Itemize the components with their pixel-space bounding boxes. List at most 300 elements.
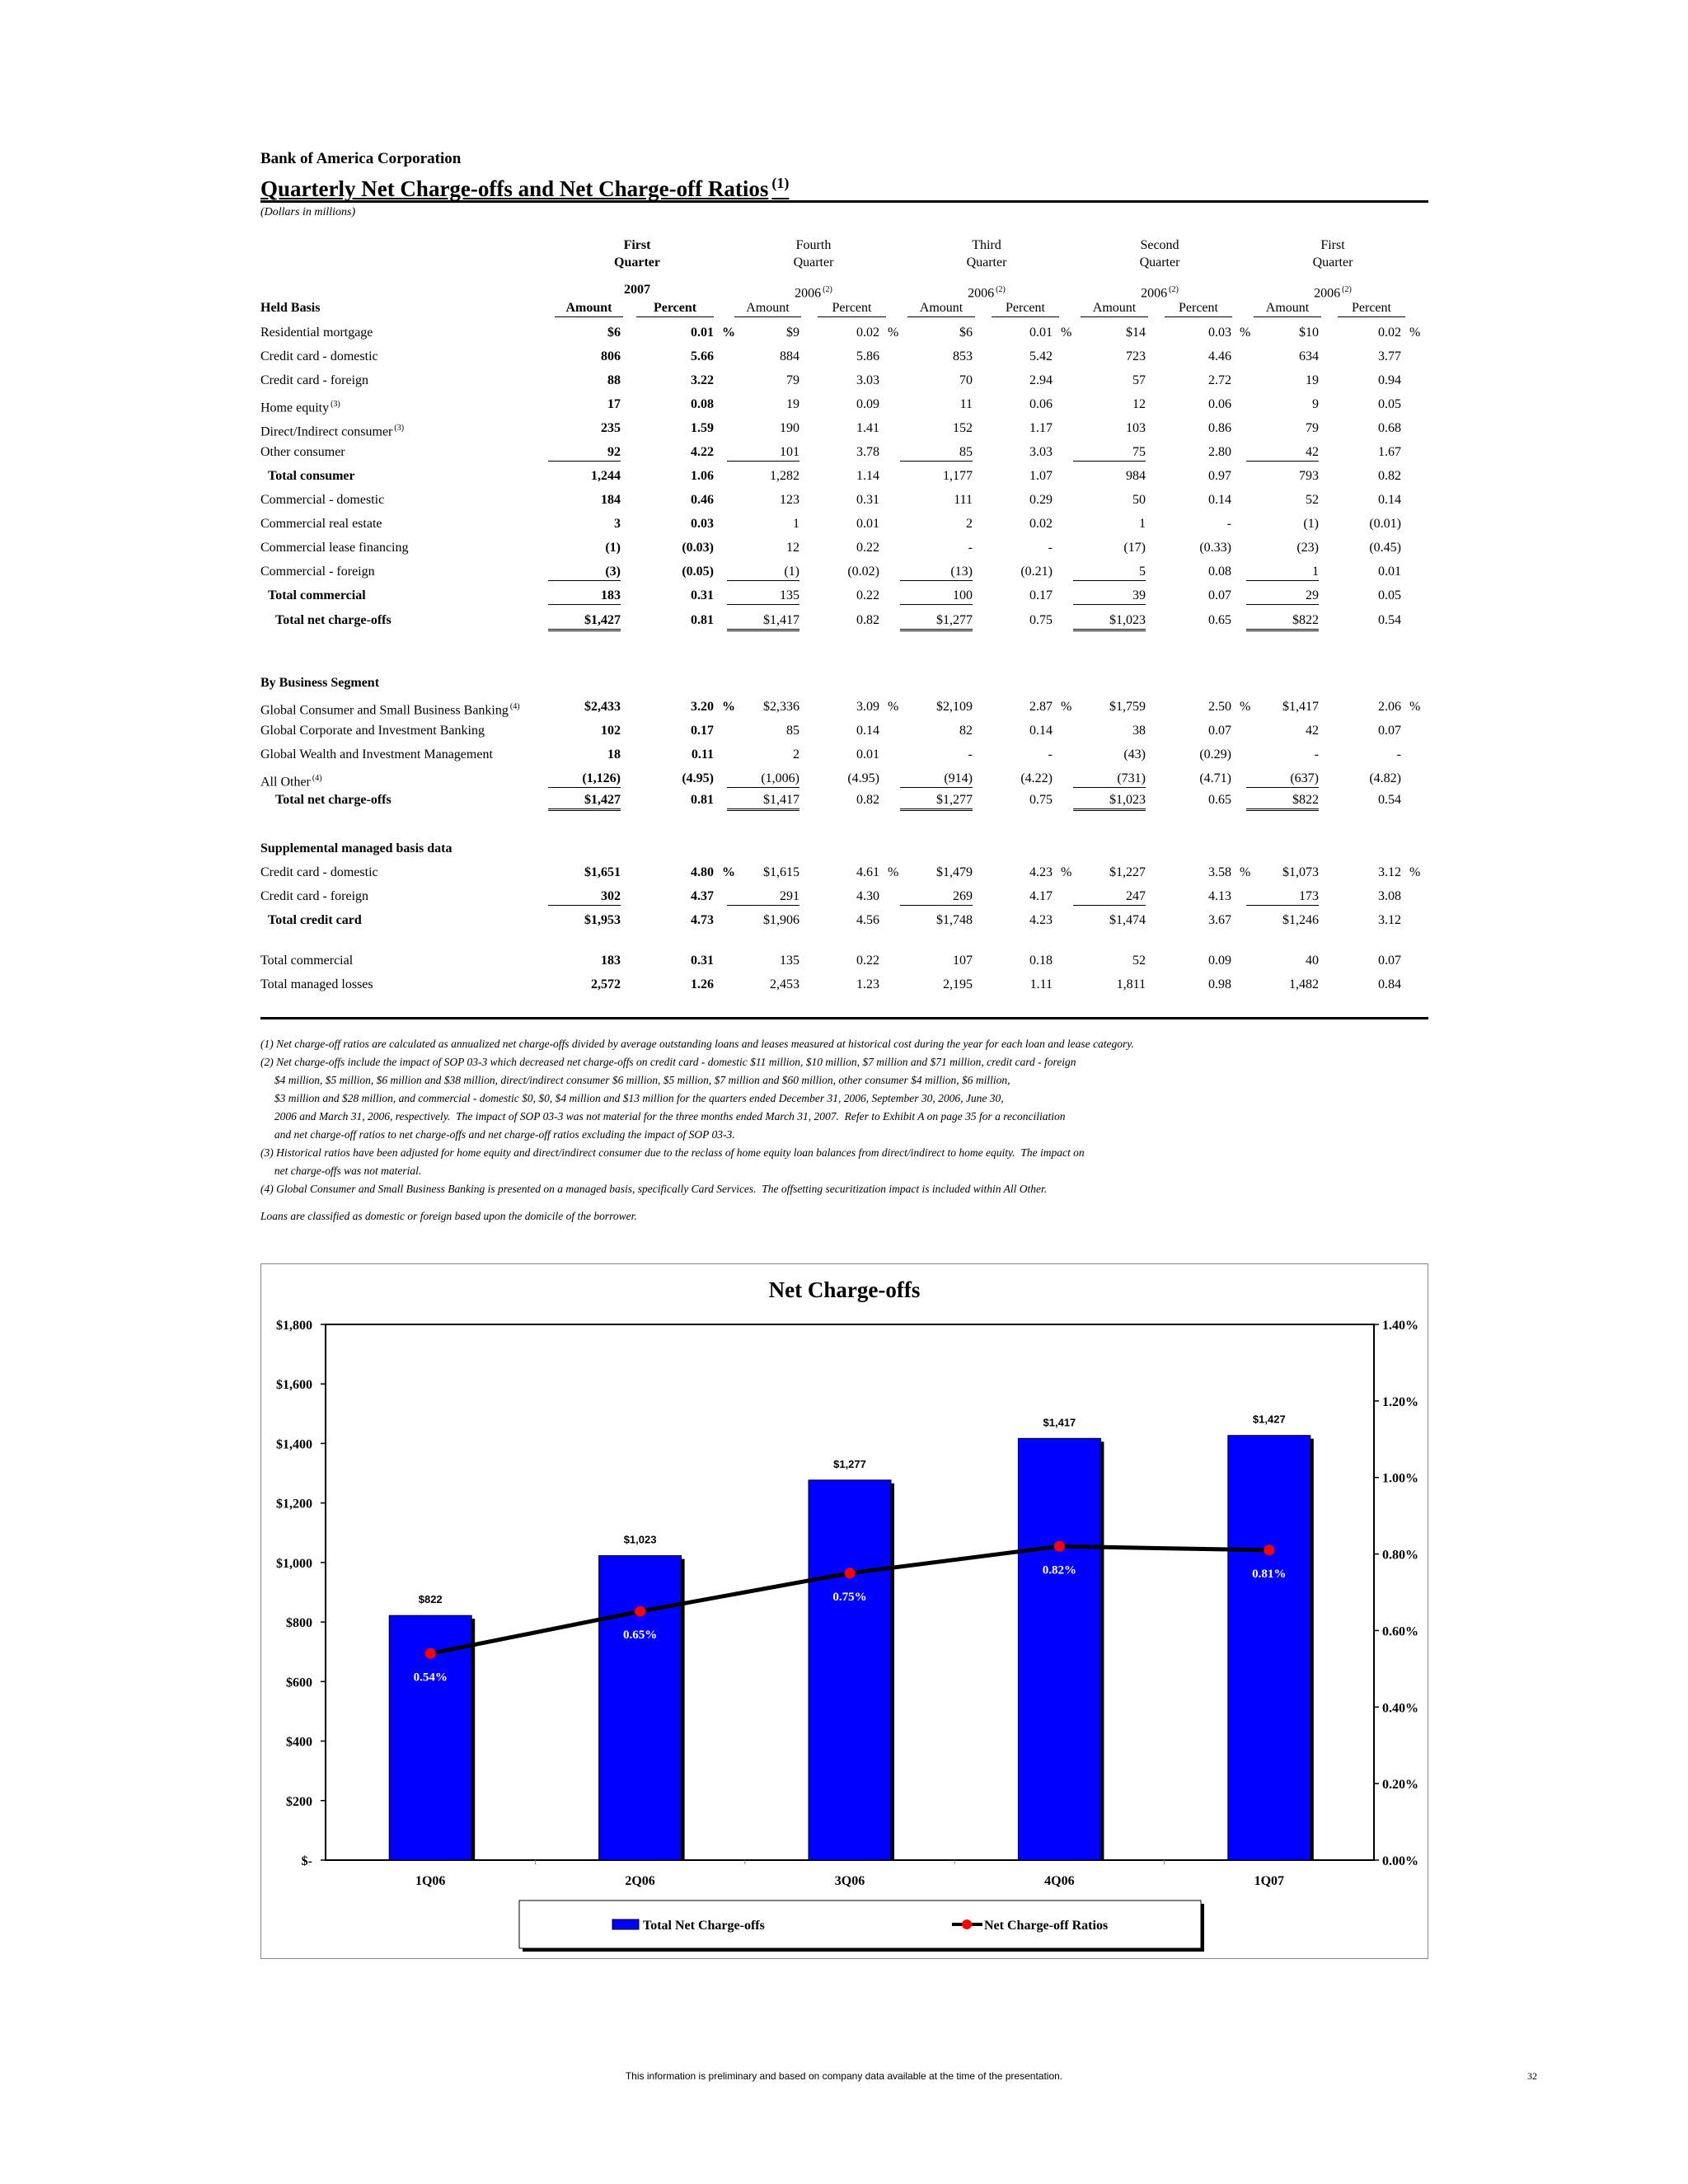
percent-cell: 3.08 xyxy=(1378,889,1401,903)
percent-cell: 0.14 xyxy=(856,724,879,738)
percent-cell: 0.08 xyxy=(1208,565,1231,579)
percent-cell: 3.78 xyxy=(856,445,879,459)
ratio-marker xyxy=(425,1648,435,1658)
percent-sign: % xyxy=(1061,326,1072,340)
page-title xyxy=(260,175,789,202)
net-charge-offs-chart xyxy=(260,1263,1428,1959)
amount-cell: 111 xyxy=(954,493,973,507)
legend-line-marker xyxy=(962,1919,972,1929)
amount-cell: $1,227 xyxy=(1109,865,1146,879)
period-header-line2: Quarter xyxy=(793,255,834,269)
row-label-note: (3) xyxy=(394,424,405,433)
table-bottom-rule xyxy=(260,1017,1428,1019)
amount-cell: (1) xyxy=(605,541,621,555)
percent-cell: 0.14 xyxy=(1029,724,1053,738)
amount-cell: 42 xyxy=(1246,445,1319,462)
amount-cell: 40 xyxy=(1306,954,1319,968)
percent-cell: 0.31 xyxy=(856,493,879,507)
amount-cell: 302 xyxy=(548,889,621,906)
percent-cell: 1.23 xyxy=(856,977,879,991)
row-label xyxy=(260,493,384,508)
period-year xyxy=(748,282,879,302)
amount-cell: $2,433 xyxy=(584,700,621,714)
amount-cell: 9 xyxy=(1312,397,1319,411)
period-year-text: 2006 xyxy=(1141,286,1168,301)
bar xyxy=(599,1556,682,1860)
amount-cell: 3 xyxy=(614,517,621,531)
percent-cell: 3.58 xyxy=(1208,865,1231,879)
amount-cell: 183 xyxy=(548,588,621,605)
percent-cell: 0.17 xyxy=(691,724,714,738)
footnote-line: $4 million, $5 million, $6 million and $38 million, direct/indirect consumer $6 million, $5 million, $7 million and $60 million, other consumer $4 million, $6 million, xyxy=(260,1074,1010,1086)
percent-sign: % xyxy=(1240,326,1251,340)
row-label xyxy=(260,326,373,340)
percent-cell: 4.17 xyxy=(1029,889,1053,903)
percent-cell: 1.11 xyxy=(1029,977,1053,991)
row-label-note: (4) xyxy=(509,702,520,711)
period-header-line1: First xyxy=(623,238,651,252)
row-label xyxy=(260,565,375,579)
amount-cell: $1,906 xyxy=(763,913,799,927)
amount-cell: (1) xyxy=(1303,517,1319,531)
amount-cell: (731) xyxy=(1073,771,1146,788)
percent-cell: 1.17 xyxy=(1029,421,1053,435)
ratio-label: 0.65% xyxy=(622,1629,658,1643)
amount-cell: $822 xyxy=(1246,613,1319,631)
percent-cell: 4.73 xyxy=(691,913,714,927)
amount-cell: 85 xyxy=(900,445,973,462)
percent-sign: % xyxy=(888,700,899,714)
held-basis-heading: Held Basis xyxy=(260,301,321,315)
period-header-line2: Quarter xyxy=(1312,255,1353,269)
percent-cell: 4.46 xyxy=(1208,349,1231,363)
bar-value-label: $822 xyxy=(418,1593,443,1606)
percent-cell: 4.13 xyxy=(1208,889,1231,903)
amount-cell: - xyxy=(968,541,973,555)
page-number: 32 xyxy=(1527,2070,1537,2082)
amount-cell: 152 xyxy=(953,421,973,435)
row-label-text: Total net charge-offs xyxy=(275,793,392,807)
amount-cell: $14 xyxy=(1126,326,1146,340)
row-label-text: Direct/Indirect consumer xyxy=(260,424,393,439)
percent-cell: 3.77 xyxy=(1378,349,1401,363)
amount-cell: $1,427 xyxy=(548,793,621,811)
amount-cell: 1,244 xyxy=(591,469,621,483)
percent-cell: 4.61 xyxy=(856,865,879,879)
left-tick-label: $400 xyxy=(286,1735,312,1750)
percent-cell: 0.97 xyxy=(1208,469,1231,483)
row-label xyxy=(260,700,520,718)
row-label xyxy=(260,373,368,388)
percent-cell: 0.03 xyxy=(691,517,714,531)
amount-cell: 85 xyxy=(786,724,799,738)
amount-cell: 12 xyxy=(786,541,799,555)
percent-sign: % xyxy=(1240,700,1251,714)
amount-cell: $1,023 xyxy=(1073,793,1146,811)
amount-cell: $1,651 xyxy=(584,865,621,879)
amount-cell: $10 xyxy=(1299,326,1319,340)
amount-col-header: Amount xyxy=(734,300,801,317)
amount-cell: $6 xyxy=(959,326,973,340)
period-header-line2: Quarter xyxy=(614,255,660,269)
amount-cell: 57 xyxy=(1132,373,1146,387)
row-label-text: Home equity xyxy=(260,401,330,415)
row-label xyxy=(260,889,368,904)
percent-cell: (4.95) xyxy=(847,771,879,785)
percent-cell: 3.20 xyxy=(691,700,714,714)
footnote-line: (3) Historical ratios have been adjusted for home equity and direct/indirect consumer due to the reclass of home equity loan balances from direct/indirect to home equity. The impact on xyxy=(260,1146,1085,1159)
left-tick-label: $1,200 xyxy=(276,1497,312,1511)
amount-cell: $1,759 xyxy=(1109,700,1146,714)
percent-cell: (4.22) xyxy=(1020,771,1053,785)
amount-cell: $9 xyxy=(786,326,799,340)
percent-cell: 4.37 xyxy=(691,889,714,903)
percent-cell: (0.33) xyxy=(1199,541,1231,555)
row-label xyxy=(260,748,493,762)
percent-sign: % xyxy=(1409,865,1421,879)
amount-cell: $1,417 xyxy=(1282,700,1319,714)
row-label xyxy=(260,445,345,460)
percent-cell: (4.71) xyxy=(1199,771,1231,785)
row-label xyxy=(260,349,378,364)
ratio-marker xyxy=(1054,1541,1064,1551)
percent-cell: 0.09 xyxy=(856,397,879,411)
bar xyxy=(809,1480,891,1860)
amount-cell: $1,474 xyxy=(1109,913,1146,927)
amount-cell: $1,277 xyxy=(900,793,973,811)
amount-cell: 2,572 xyxy=(591,977,621,991)
period-header-line2: Quarter xyxy=(1139,255,1180,269)
row-label-text: Credit card - domestic xyxy=(260,349,378,363)
percent-cell: - xyxy=(1048,748,1053,762)
percent-cell: 2.87 xyxy=(1029,700,1053,714)
percent-cell: 0.08 xyxy=(691,397,714,411)
percent-cell: 0.05 xyxy=(1378,588,1401,602)
amount-cell: 2 xyxy=(793,748,799,762)
percent-cell: 0.82 xyxy=(1378,469,1401,483)
period-year xyxy=(921,282,1053,302)
row-label xyxy=(260,977,373,992)
amount-cell: 247 xyxy=(1073,889,1146,906)
amount-cell: 88 xyxy=(607,373,621,387)
amount-cell: $822 xyxy=(1246,793,1319,811)
amount-cell: $2,109 xyxy=(936,700,973,714)
period-year-text: 2006 xyxy=(1314,286,1341,301)
percent-sign: % xyxy=(1240,865,1251,879)
percent-cell: 0.31 xyxy=(691,588,714,602)
percent-cell: 0.14 xyxy=(1378,493,1401,507)
amount-cell: 2 xyxy=(966,517,973,531)
percent-col-header: Percent xyxy=(992,300,1059,317)
row-label xyxy=(260,771,322,790)
amount-cell: 984 xyxy=(1126,469,1146,483)
percent-cell: 0.14 xyxy=(1208,493,1231,507)
percent-cell: - xyxy=(1226,517,1231,531)
percent-cell: - xyxy=(1396,748,1401,762)
row-label xyxy=(260,397,340,415)
percent-sign: % xyxy=(1409,700,1421,714)
amount-cell: 100 xyxy=(900,588,973,605)
period-header-line1: Second xyxy=(1140,238,1179,252)
amount-cell: 50 xyxy=(1132,493,1146,507)
footnote-line: (1) Net charge-off ratios are calculated as annualized net charge-offs divided by average outstanding loans and leases measured at historical cost during the year for each loan and lease category. xyxy=(260,1038,1134,1050)
percent-cell: 3.09 xyxy=(856,700,879,714)
percent-cell: 0.07 xyxy=(1378,724,1401,738)
percent-cell: 0.31 xyxy=(691,954,714,968)
row-label-text: Commercial real estate xyxy=(260,517,382,531)
business-segment-heading: By Business Segment xyxy=(260,676,380,690)
percent-cell: 0.84 xyxy=(1378,977,1401,991)
amount-cell: (1) xyxy=(727,565,799,581)
amount-cell: (3) xyxy=(548,565,621,581)
amount-cell: $1,417 xyxy=(727,613,799,631)
period-year-text: 2007 xyxy=(624,283,650,297)
percent-cell: 5.86 xyxy=(856,349,879,363)
period-year-note: (2) xyxy=(1342,285,1352,294)
row-label-text: Total commercial xyxy=(268,588,366,602)
percent-cell: (0.29) xyxy=(1199,748,1231,762)
percent-cell: 3.22 xyxy=(691,373,714,387)
amount-cell: 29 xyxy=(1246,588,1319,605)
percent-cell: 0.07 xyxy=(1378,954,1401,968)
percent-cell: (4.95) xyxy=(682,771,714,785)
chart-svg xyxy=(261,1264,1428,1958)
ratio-label: 0.82% xyxy=(1042,1563,1077,1577)
percent-cell: 0.46 xyxy=(691,493,714,507)
row-label-text: Total managed losses xyxy=(260,977,373,991)
left-tick-label: $- xyxy=(301,1854,312,1868)
percent-cell: 0.07 xyxy=(1208,588,1231,602)
amount-cell: 52 xyxy=(1306,493,1319,507)
percent-cell: 0.81 xyxy=(691,613,714,627)
percent-cell: 0.01 xyxy=(856,517,879,531)
period-year-note: (2) xyxy=(1169,285,1179,294)
percent-sign: % xyxy=(888,865,899,879)
title-note: (1) xyxy=(771,175,790,191)
amount-cell: 103 xyxy=(1126,421,1146,435)
percent-cell: 0.18 xyxy=(1029,954,1053,968)
percent-cell: 0.22 xyxy=(856,541,879,555)
percent-cell: 1.41 xyxy=(856,421,879,435)
percent-cell: 3.03 xyxy=(856,373,879,387)
amount-cell: 190 xyxy=(780,421,799,435)
left-tick-label: $1,400 xyxy=(276,1437,312,1452)
row-label-text: Total consumer xyxy=(268,469,355,483)
row-label xyxy=(260,421,404,439)
percent-col-header: Percent xyxy=(1338,300,1405,317)
ratio-label: 0.81% xyxy=(1252,1567,1287,1581)
period-year-text: 2006 xyxy=(968,286,995,301)
left-tick-label: $600 xyxy=(286,1675,312,1690)
amount-cell: $1,073 xyxy=(1282,865,1319,879)
amount-cell: (914) xyxy=(900,771,973,788)
row-label xyxy=(260,954,353,968)
ratio-label: 0.75% xyxy=(832,1590,867,1604)
ratio-label: 0.54% xyxy=(413,1671,448,1685)
x-tick-label: 1Q07 xyxy=(1254,1874,1285,1888)
row-label xyxy=(260,724,485,738)
left-tick-label: $800 xyxy=(286,1616,312,1631)
amount-cell: 135 xyxy=(780,954,799,968)
row-label xyxy=(268,588,366,603)
percent-sign: % xyxy=(722,865,735,879)
amount-cell: 82 xyxy=(959,724,973,738)
percent-cell: 3.67 xyxy=(1208,913,1231,927)
row-label-text: Global Wealth and Investment Management xyxy=(260,748,493,762)
legend-bar-label: Total Net Charge-offs xyxy=(643,1919,765,1933)
row-label-text: Credit card - foreign xyxy=(260,373,369,387)
row-label-text: Commercial - domestic xyxy=(260,493,385,507)
amount-cell: (43) xyxy=(1123,748,1146,762)
percent-cell: 0.22 xyxy=(856,588,879,602)
amount-cell: 634 xyxy=(1299,349,1319,363)
row-label-text: Credit card - domestic xyxy=(260,865,378,879)
amount-cell: (1,006) xyxy=(727,771,799,788)
percent-cell: (0.05) xyxy=(682,565,714,579)
percent-cell: 0.02 xyxy=(1029,517,1053,531)
percent-cell: 4.22 xyxy=(691,445,714,459)
period-year-note: (2) xyxy=(823,285,832,294)
percent-cell: 0.98 xyxy=(1208,977,1231,991)
percent-col-header: Percent xyxy=(818,300,886,317)
period-year xyxy=(1267,282,1399,302)
amount-cell: 184 xyxy=(601,493,621,507)
row-label xyxy=(260,865,378,880)
row-label xyxy=(275,613,392,628)
percent-cell: 0.02 xyxy=(1378,326,1401,340)
percent-cell: 0.82 xyxy=(856,793,879,807)
ratio-marker xyxy=(1264,1545,1274,1555)
percent-cell: 0.06 xyxy=(1029,397,1053,411)
right-tick-label: 0.20% xyxy=(1382,1778,1418,1793)
amount-cell: 183 xyxy=(601,954,621,968)
amount-cell: $1,427 xyxy=(548,613,621,631)
percent-sign: % xyxy=(1409,326,1421,340)
row-label-text: Global Consumer and Small Business Banking xyxy=(260,703,509,718)
percent-cell: 0.01 xyxy=(691,326,714,340)
left-tick-label: $1,800 xyxy=(276,1319,312,1333)
percent-cell: 0.29 xyxy=(1029,493,1053,507)
percent-cell: 2.06 xyxy=(1378,700,1401,714)
legend-line-label: Net Charge-off Ratios xyxy=(984,1919,1109,1933)
percent-cell: 1.06 xyxy=(691,469,714,483)
amount-cell: $1,953 xyxy=(584,913,621,927)
row-label-text: Commercial lease financing xyxy=(260,541,409,555)
amount-cell: $1,615 xyxy=(763,865,799,879)
percent-cell: 1.59 xyxy=(691,421,714,435)
row-label-text: Global Corporate and Investment Banking xyxy=(260,724,485,738)
amount-cell: 235 xyxy=(601,421,621,435)
amount-cell: 2,453 xyxy=(770,977,799,991)
row-label-note: (3) xyxy=(331,400,340,409)
amount-cell: 107 xyxy=(953,954,973,968)
percent-cell: 0.06 xyxy=(1208,397,1231,411)
bar-value-label: $1,427 xyxy=(1252,1413,1286,1426)
amount-cell: 1 xyxy=(1139,517,1146,531)
title-text: Quarterly Net Charge-offs and Net Charge-off Ratios xyxy=(260,176,769,201)
row-label-text: Credit card - foreign xyxy=(260,889,369,903)
period-header-line1: Third xyxy=(972,238,1001,252)
percent-cell: 1.26 xyxy=(691,977,714,991)
percent-cell: - xyxy=(1048,541,1053,555)
percent-sign: % xyxy=(888,326,899,340)
amount-cell: 38 xyxy=(1132,724,1146,738)
percent-cell: 2.94 xyxy=(1029,373,1053,387)
amount-cell: 39 xyxy=(1073,588,1146,605)
amount-cell: 12 xyxy=(1132,397,1146,411)
amount-col-header: Amount xyxy=(907,300,975,317)
amount-cell: 1 xyxy=(1246,565,1319,581)
row-label xyxy=(268,913,362,928)
title-rule xyxy=(260,200,1428,203)
percent-col-header: Percent xyxy=(636,300,714,317)
amount-cell: 123 xyxy=(780,493,799,507)
percent-cell: 0.82 xyxy=(856,613,879,627)
row-label-note: (4) xyxy=(312,774,322,783)
amount-cell: $1,023 xyxy=(1073,613,1146,631)
left-tick-label: $200 xyxy=(286,1794,312,1809)
percent-cell: 1.67 xyxy=(1378,445,1401,459)
amount-cell: (13) xyxy=(900,565,973,581)
amount-cell: 70 xyxy=(959,373,973,387)
amount-cell: 101 xyxy=(727,445,799,462)
percent-cell: 0.94 xyxy=(1378,373,1401,387)
percent-cell: 3.12 xyxy=(1378,865,1401,879)
right-tick-label: 1.20% xyxy=(1382,1394,1418,1409)
amount-cell: 1,282 xyxy=(770,469,799,483)
footnote-line: net charge-offs was not material. xyxy=(260,1165,422,1177)
period-header-line2: Quarter xyxy=(966,255,1007,269)
bar xyxy=(1228,1436,1311,1860)
right-tick-label: 0.00% xyxy=(1382,1854,1418,1868)
amount-cell: (23) xyxy=(1296,541,1319,555)
amount-cell: 52 xyxy=(1132,954,1146,968)
amount-cell: (1,126) xyxy=(548,771,621,788)
percent-sign: % xyxy=(1061,865,1072,879)
percent-cell: (0.03) xyxy=(682,541,714,555)
footnote-line: $3 million and $28 million, and commercial - domestic $0, $0, $4 million and $13 million for the quarters ended December 31, 2006, September 30, 2006, June 30, xyxy=(260,1092,1004,1104)
percent-cell: 0.75 xyxy=(1029,793,1053,807)
footnote-line: and net charge-off ratios to net charge-offs and net charge-off ratios excluding the impact of SOP 03-3. xyxy=(260,1128,735,1141)
amount-cell: 1 xyxy=(793,517,799,531)
row-label-text: Total credit card xyxy=(268,913,362,927)
footer-note: This information is preliminary and based on company data available at the time of the presentation. xyxy=(625,2070,1063,2082)
percent-cell: 0.01 xyxy=(1378,565,1401,579)
amount-cell: 1,482 xyxy=(1289,977,1319,991)
amount-cell: 884 xyxy=(780,349,799,363)
row-label-text: All Other xyxy=(260,775,311,790)
percent-cell: 0.07 xyxy=(1208,724,1231,738)
percent-cell: (4.82) xyxy=(1369,771,1401,785)
x-tick-label: 2Q06 xyxy=(625,1874,655,1888)
amount-cell: $1,748 xyxy=(936,913,973,927)
ratio-marker xyxy=(845,1568,855,1578)
amount-cell: 2,195 xyxy=(943,977,973,991)
percent-cell: 0.09 xyxy=(1208,954,1231,968)
percent-cell: 0.75 xyxy=(1029,613,1053,627)
x-tick-label: 1Q06 xyxy=(415,1874,446,1888)
x-tick-label: 4Q06 xyxy=(1044,1874,1075,1888)
footnote-line: (4) Global Consumer and Small Business Banking is presented on a managed basis, specifically Card Services. The offsetting securitization impact is included within All Other. xyxy=(260,1183,1048,1195)
period-header-line1: Fourth xyxy=(795,238,832,252)
percent-cell: 4.23 xyxy=(1029,865,1053,879)
percent-cell: (0.21) xyxy=(1020,565,1053,579)
percent-cell: 5.42 xyxy=(1029,349,1053,363)
row-label xyxy=(260,541,408,555)
bar xyxy=(1018,1438,1100,1860)
company-name: Bank of America Corporation xyxy=(260,150,462,167)
percent-cell: (0.45) xyxy=(1369,541,1401,555)
